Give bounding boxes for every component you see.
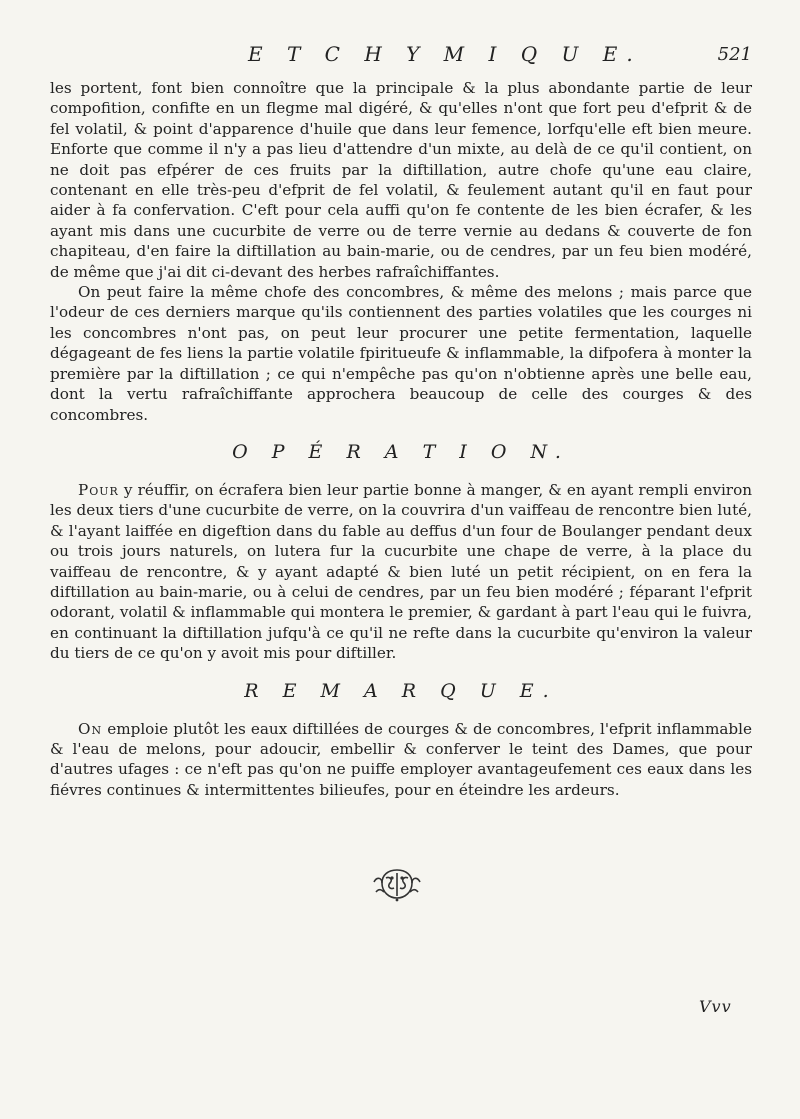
running-head [0,42,800,72]
section-heading-operation: O P É R A T I O N. [232,440,570,463]
signature-mark: Vvv [699,997,732,1016]
paragraph-4 [50,719,752,801]
body-text [50,78,752,800]
page-number: 521 [717,44,752,65]
paragraph-3 [50,480,752,664]
paragraph-4-lead: On [78,719,103,738]
paragraph-1: les portent, font bien connoître que la principale & la plus abondante partie de leur compofition, confifte en un flegme mal digéré, & qu'elles n'ont que fort peu d'efprit & de fel volatil, & point d'apparence d'huile que dans leur femence, lorfqu'elle eft bien meure. Enforte que comme il n'y a pas lieu d'attendre d'un mixte, au delà de ce qu'il contient, on ne doit pas efpérer de ces fruits par la diftillation, autre chofe qu'une eau claire, contenant en elle très-peu d'efprit de fel volatil, & feulement autant qu'il en faut pour aider à fa confervation. C'eft pour cela auffi qu'on fe contente de les bien écrafer, & les ayant mis dans une cucurbite de verre ou de terre vernie au dedans & couverte de fon chapiteau, d'en faire la diftillation au bain-marie, ou de cendres, par un feu bien modéré, de même que j'ai dit ci-devant des herbes rafraîchiffantes. [50,79,752,281]
paragraph-4-text: emploie plutôt les eaux diftillées de courges & de concombres, l'efprit inflammable & l'eau de melons, pour adoucir, embellir & conferver le teint des Dames, que pour d'autres ufages : ce n'eft pas qu'on ne puiffe employer avantageufement ces eaux dans les fiévres continues & intermittentes bilieufes, pour en éteindre les ardeurs. [50,719,752,799]
running-head-title: E T C H Y M I Q U E. [248,42,642,66]
paragraph-3-text: y réuffir, on écrafera bien leur partie bonne à manger, & en ayant rempli environ les deux tiers d'une cucurbite de verre, on la couvrira d'un vaiffeau de rencontre bien luté, & l'ayant laiffée en digeftion dans du fable au deffus d'un four de Boulanger pendant deux ou trois jours naturels, on lutera fur la cucurbite une chape de verre, à la place du vaiffeau de rencontre, & y ayant adapté & bien luté un petit récipient, on en fera la diftillation au bain-marie, ou à celui de cendres, par un feu bien modéré ; féparant l'efprit odorant, volatil & inflammable qui montera le premier, & gardant à part l'eau qui le fuivra, en continuant la diftillation jufqu'à ce qu'il ne refte dans la cucurbite qu'environ la valeur du tiers de ce qu'on y avoit mis pour diftiller. [50,480,752,663]
paragraph-3-lead: Pour [78,480,119,499]
paragraph-2: On peut faire la même chofe des concombres, & même des melons ; mais parce que l'odeur de ces derniers marque qu'ils contiennent des parties volatiles que les courges ni les concombres n'ont pas, on peut leur procurer une petite fermentation, laquelle dégageant de fes liens la partie volatile fpiritueufe & inflammable, la difpofera à monter la première par la diftillation ; ce qui n'empêche pas qu'on n'obtienne après une belle eau, dont la vertu rafraîchiffante approchera beaucoup de celle des courges & des concombres. [50,283,752,424]
section-heading-remarque: R E M A R Q U E. [244,679,558,702]
printer-fleuron-icon [368,866,426,902]
